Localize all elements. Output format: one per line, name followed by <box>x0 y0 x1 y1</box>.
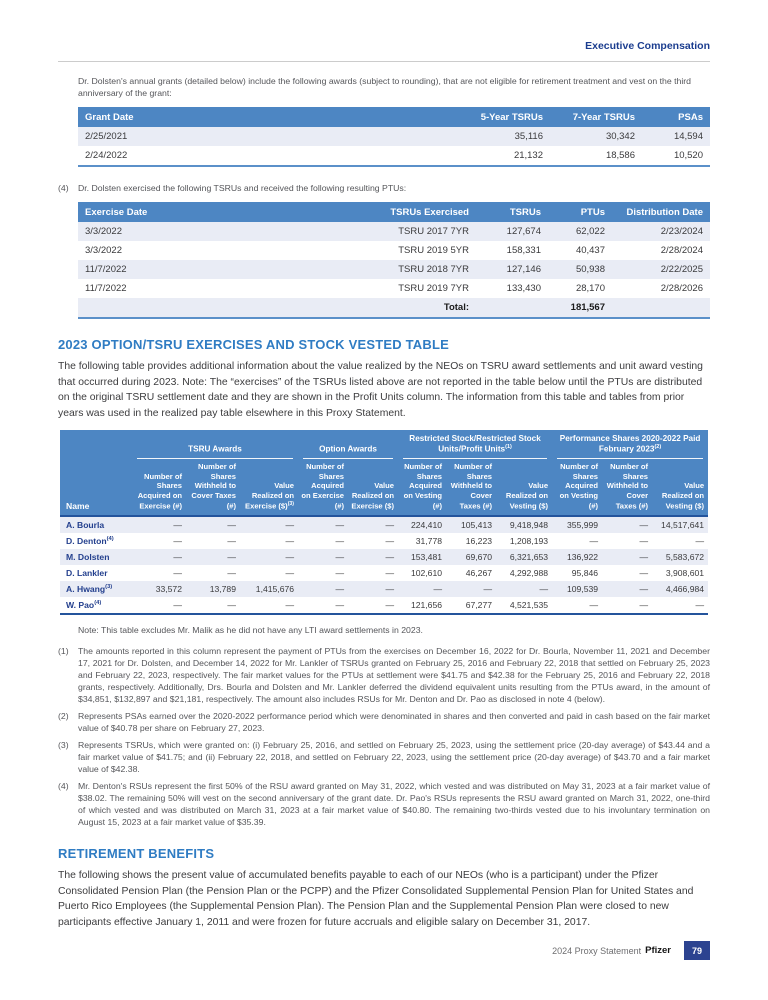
footnotes <box>58 645 710 828</box>
page-header <box>58 36 710 62</box>
table-row: M. Dolsten — — — — — 153,481 69,670 6,321,653 136,922 — 5,583,672 <box>60 549 708 565</box>
neo-name: M. Dolsten <box>66 551 110 562</box>
section2-paragraph: The following shows the present value of accumulated benefits payable to each of our NEOs (who is a participant) under the Pfizer Consolidated Pension Plan (the Pension Plan or the PCPP) and the Pfizer Consolidated Supplemental Pension Plan for United States and Puerto Rico Employees (the Supplemental Pension Plan). The Pension Plan and the Supplemental Pension Plan were closed to new participants effective January 1, 2011 and were frozen for future accruals and eligible salary on December 31, 2017. <box>58 869 694 928</box>
table-row: W. Pao$^{(4)}$ — — — — — 121,656 67,277 4,521,535 — — — <box>60 597 708 614</box>
empty-cell <box>476 298 548 318</box>
distribution-date-cell: 2/28/2024 <box>660 245 703 256</box>
value-cell: 158,331 <box>506 245 541 256</box>
footer-statement: 2024 Proxy Statement <box>552 945 642 956</box>
grants-col-5yr-tsrus: 5-Year TSRUs <box>464 107 550 127</box>
footnote-text: The amounts reported in this column represent the payment of PTUs from the exercises on December 16, 2022 for Dr. Bourla, November 11, 2021 and December 17, 2021 for Dr. Dolsten, and December 14, 2022 for Mr. Lankler of TSRUs granted on February 25, 2016 and February 22, 2018 that settled on February 25, 2023 and February 22, 2023, respectively. The fair market values for the PTUs at settlement were $41.75 and $42.38 for the February 25, 2016 and February 22, 2018 grants, respectively. Additionally, Drs. Bourla and Dolsten and Mr. Lankler deferred the dividend equivalent units resulting from the PTUs award, in the amount of $34,851, $132,897 and $21,181, respectively. The amount also includes RSUs for Mr. Denton and Dr. Pao as disclosed in note 4 (below). <box>78 645 710 704</box>
grants-col-grant-date: Grant Date <box>78 107 464 127</box>
footnote-marker: (2) <box>58 710 69 721</box>
page-number-badge: 79 <box>684 941 710 960</box>
group-label: Option Awards <box>319 445 377 455</box>
subheader: Number of Shares Acquired on Vesting (#) <box>552 459 602 516</box>
tsru-name-cell: TSRU 2017 7YR <box>398 226 469 237</box>
neo-name: W. Pao$^{(4)}$ <box>60 597 132 614</box>
section-title-retirement: RETIREMENT BENEFITS <box>58 845 215 861</box>
tsru-name-cell: TSRU 2018 7YR <box>398 264 469 275</box>
footnote-text: Mr. Denton's RSUs represent the first 50% of the RSU award granted on May 31, 2022, which vested and was distributed on May 31, 2023 at a fair market value of $38.02. The remaining 50% will vest on the second anniversary of the grant date. Dr. Pao's RSUs represents the RSU award granted on March 31, 2022, one-third of which vested and was distributed on March 31, 2023 at a fair market value of $40.80. The remaining two-thirds vested due to his involuntary termination on August 15, 2023 at a fair market value of $35.39. <box>78 780 710 827</box>
subheader: Number of Shares Withheld to Cover Taxes (#) <box>446 459 496 516</box>
footnote-marker: (3) <box>58 739 69 750</box>
footnote-marker: (4) <box>58 780 69 791</box>
vested-table-note: Note: This table excludes Mr. Malik as he did not have any LTI award settlements in 2023. <box>78 624 423 635</box>
neo-name: A. Bourla <box>60 516 132 533</box>
table-row: A. Bourla — — — — — 224,410 105,413 9,418,948 355,999 — 14,517,641 <box>60 516 708 533</box>
exercise-note <box>58 182 710 194</box>
neo-name: D. Lankler <box>66 567 108 578</box>
subheader: Number of Shares Acquired on Exercise (#) <box>132 459 186 516</box>
tsru-name-cell: TSRU 2019 7YR <box>398 283 469 294</box>
grants-table <box>78 107 710 167</box>
total-value: 181,567 <box>570 302 605 313</box>
table-row <box>78 260 710 279</box>
subheader: Value Realized on Vesting ($) <box>652 459 708 516</box>
group-tsru-awards <box>132 430 298 458</box>
group-option-awards <box>298 430 398 458</box>
group-performance-shares <box>552 430 708 458</box>
empty-cell <box>612 298 710 318</box>
neo-name: D. Denton$^{(4)}$ <box>66 535 114 546</box>
table-row: A. Hwang$^{(3)}$ 33,572 13,789 1,415,676 — — — — — 109,539 — 4,466,984 <box>60 581 708 597</box>
table-row <box>78 241 710 260</box>
grants-col-7yr-tsrus: 7-Year TSRUs <box>550 107 642 127</box>
value-cell: 127,674 <box>506 226 541 237</box>
distribution-date-cell: 2/28/2026 <box>660 283 703 294</box>
group-label: TSRU Awards <box>188 445 242 455</box>
value-cell: 127,146 <box>506 264 541 275</box>
group-label: Restricted Stock/Restricted Stock Units/Profit Units <box>409 434 541 455</box>
grants-table-header-row <box>78 107 710 127</box>
header-rule <box>58 61 710 62</box>
footnote-text: Represents PSAs earned over the 2020-2022 performance period which were denominated in shares and then converted and paid in cash based on the fair market value of $40.78 per share on February 27, 2023. <box>78 710 710 733</box>
subheader: Number of Shares Withheld to Cover Taxes (#) <box>186 459 240 516</box>
grants-col-psas: PSAs <box>642 107 710 127</box>
table-row <box>78 127 710 146</box>
exercise-table-header-row <box>78 202 710 222</box>
distribution-date-cell: 2/22/2025 <box>660 264 703 275</box>
exercise-date-cell: 11/7/2022 <box>85 264 127 275</box>
exercise-date-cell: 3/3/2022 <box>85 226 122 237</box>
value-cell: 30,342 <box>605 131 635 142</box>
distribution-date-cell: 2/23/2024 <box>660 226 703 237</box>
exercise-col-tsrus-exercised: TSRUs Exercised <box>346 202 476 222</box>
subheader: Value Realized on Exercise ($) <box>348 459 398 516</box>
exercise-date-cell: 11/7/2022 <box>85 283 127 294</box>
vested-subheader-row <box>60 459 708 516</box>
total-label: Total: <box>443 302 469 313</box>
table-row <box>78 279 710 298</box>
value-cell: 18,586 <box>605 150 635 161</box>
vested-col-name: Name <box>60 430 132 516</box>
subheader: Number of Shares Acquired on Vesting (#) <box>398 459 446 516</box>
table-row <box>78 222 710 241</box>
footnote-1 <box>58 645 710 705</box>
value-cell: 35,116 <box>514 131 543 142</box>
exercise-col-date: Exercise Date <box>78 202 346 222</box>
page-footer <box>552 941 710 960</box>
exercise-note-text: Dr. Dolsten exercised the following TSRUs and received the following resulting PTUs: <box>78 183 407 193</box>
grant-date-cell: 2/24/2022 <box>85 150 128 161</box>
tsru-name-cell: TSRU 2019 5YR <box>398 245 469 256</box>
footnote-4 <box>58 780 710 828</box>
grant-date-cell: 2/25/2021 <box>85 131 128 142</box>
empty-cell <box>78 298 346 318</box>
exercise-table <box>78 202 710 319</box>
value-cell: 28,170 <box>575 283 605 294</box>
group-label: Performance Shares 2020-2022 Paid February 2023 <box>559 434 701 455</box>
group-sup: (1) <box>505 444 512 451</box>
exercise-col-tsrus: TSRUs <box>476 202 548 222</box>
value-cell: 14,594 <box>673 131 703 142</box>
exercise-col-ptus: PTUs <box>548 202 612 222</box>
group-restricted-stock <box>398 430 552 458</box>
value-cell: 62,022 <box>575 226 605 237</box>
value-cell: 50,938 <box>575 264 605 275</box>
exercise-col-distribution-date: Distribution Date <box>612 202 710 222</box>
value-cell: 133,430 <box>506 283 541 294</box>
section-label: Executive Compensation <box>585 40 710 52</box>
section1-paragraph: The following table provides additional information about the value realized by the NEOs on TSRU award settlements and unit award vesting that occurred during 2023. Note: The “exercises” of the TSRUs listed above are not reported in the table below until the PTUs are distributed on the original TSRU settlement date and they are shown in the Profit Units column. The information from this table and tables from prior years was used in the realized pay table elsewhere in this Proxy Statement. <box>58 361 703 419</box>
footnote-text: Represents TSRUs, which were granted on: (i) February 25, 2016, and settled on February 25, 2023, using the settlement price (20-day average) of $43.44 and a fair market value of $41.75; and (ii) February 22, 2018, and settled on February 22, 2023, using the settlement price (20-day average) of $43.70 and a fair market value of $42.38. <box>78 739 710 774</box>
value-cell: 10,520 <box>673 150 703 161</box>
neo-name: A. Hwang$^{(3)}$ <box>66 583 113 594</box>
exercise-date-cell: 3/3/2022 <box>85 245 122 256</box>
group-sup: (2) <box>654 444 662 451</box>
table-row <box>78 146 710 166</box>
footnote-3 <box>58 739 710 775</box>
subheader: Number of Shares Acquired on Exercise (#) <box>298 459 348 516</box>
footer-brand: Pfizer <box>645 945 671 956</box>
value-cell: 40,437 <box>575 245 605 256</box>
subheader: Value Realized on Vesting ($) <box>496 459 552 516</box>
vested-table <box>60 430 708 615</box>
vested-group-header-row <box>60 430 708 458</box>
value-cell: 21,132 <box>513 150 543 161</box>
footnote-2 <box>58 710 710 734</box>
subheader: Value Realized on Exercise ($)$^{(3)}$ <box>240 459 298 516</box>
total-row <box>78 298 710 318</box>
intro-note: Dr. Dolsten's annual grants (detailed below) include the following awards (subject to rounding), that are not eligible for retirement treatment and vest on the third anniversary of the grant: <box>78 76 692 98</box>
table-row: D. Denton$^{(4)}$ — — — — — 31,778 16,223 1,208,193 — — — <box>60 533 708 549</box>
section-title-exercises: 2023 OPTION/TSRU EXERCISES AND STOCK VESTED TABLE <box>58 337 449 352</box>
footnote-marker: (4) <box>58 183 69 193</box>
subheader: Number of Shares Withheld to Cover Taxes (#) <box>602 459 652 516</box>
footnote-marker: (1) <box>58 645 69 656</box>
table-row: D. Lankler — — — — — 102,610 46,267 4,292,988 95,846 — 3,908,601 <box>60 565 708 581</box>
